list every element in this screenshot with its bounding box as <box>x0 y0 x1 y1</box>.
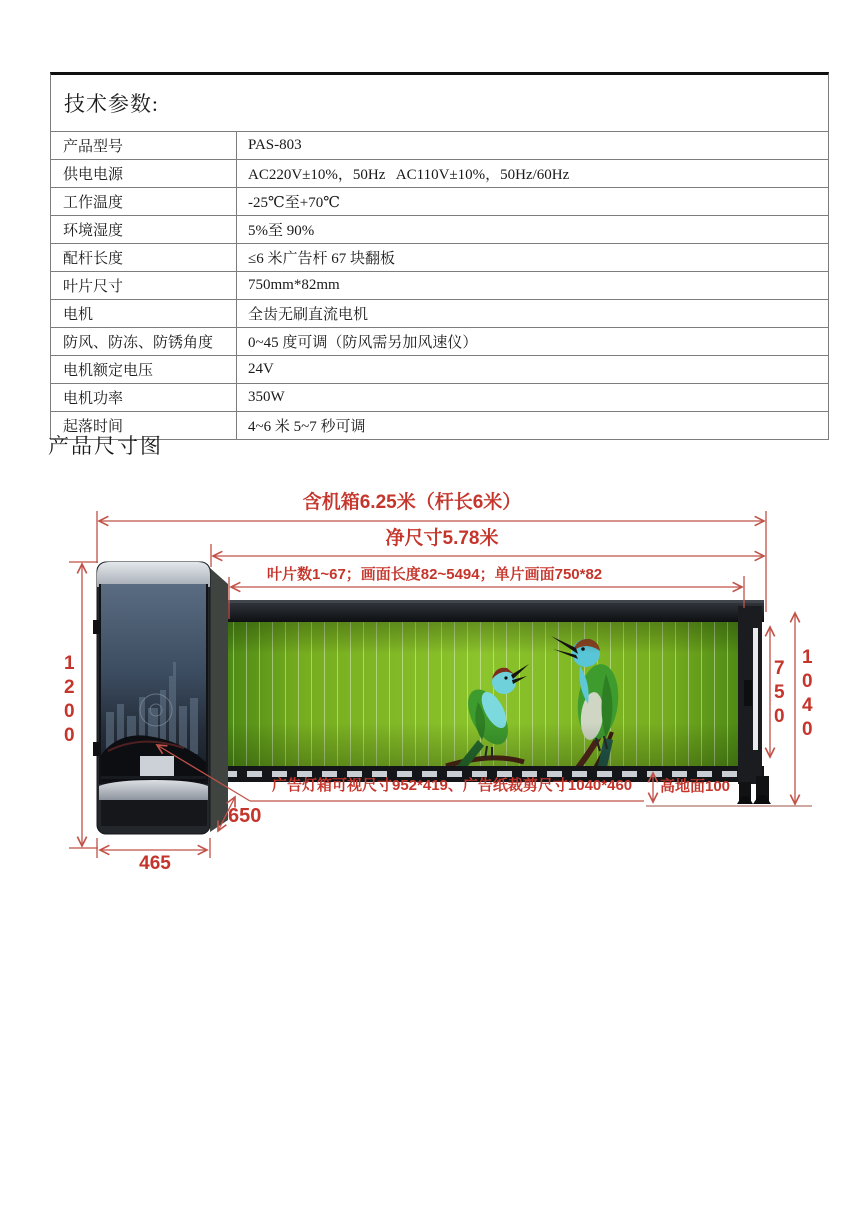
table-row <box>51 215 828 243</box>
spec-label: 工作温度 <box>51 188 237 215</box>
table-row <box>51 411 828 439</box>
spec-label: 电机功率 <box>51 384 237 411</box>
table-row <box>51 131 828 159</box>
machine-cabinet <box>93 562 228 834</box>
spec-label: 电机额定电压 <box>51 356 237 383</box>
spec-value: 5%至 90% <box>248 223 315 239</box>
dimension-diagram-heading: 产品尺寸图 <box>48 434 163 458</box>
spec-label: 供电电源 <box>51 160 237 187</box>
spec-label: 产品型号 <box>51 132 237 159</box>
spec-value: PAS-803 <box>248 137 302 153</box>
spec-label: 叶片尺寸 <box>51 272 237 299</box>
spec-value: 750mm*82mm <box>248 277 340 293</box>
spec-value: 350W <box>248 389 285 405</box>
spec-value: 24V <box>248 361 274 377</box>
spec-value: -25℃至+70℃ <box>248 195 341 211</box>
table-row <box>51 355 828 383</box>
spec-value: 0~45 度可调（防风需另加风速仪） <box>248 335 478 351</box>
spec-label: 配杆长度 <box>51 244 237 271</box>
table-row <box>51 187 828 215</box>
table-row <box>51 271 828 299</box>
spec-value: ≤6 米广告杆 67 块翻板 <box>248 251 395 267</box>
table-row <box>51 383 828 411</box>
dim-blade-height-label: 750 <box>768 658 790 730</box>
table-row <box>51 243 828 271</box>
spec-table-title: 技术参数: <box>64 92 159 116</box>
spec-label: 电机 <box>51 300 237 327</box>
spec-label: 起落时间 <box>51 412 237 439</box>
table-row <box>51 327 828 355</box>
dim-overall-width-label: 含机箱6.25米（杆长6米） <box>302 492 522 513</box>
dim-cabinet-depth-label: 650 <box>228 805 262 827</box>
spec-value: AC220V±10%，50Hz AC110V±10%，50Hz/60Hz <box>248 167 570 183</box>
spec-value: 4~6 米 5~7 秒可调 <box>248 419 366 435</box>
dim-net-width-label: 净尺寸5.78米 <box>385 528 499 549</box>
spec-table <box>50 72 829 440</box>
spec-label: 防风、防冻、防锈角度 <box>51 328 237 355</box>
lightbox-size-note: 广告灯箱可视尺寸952*419、广告纸裁剪尺寸1040*460 <box>272 777 633 794</box>
spec-label: 环境湿度 <box>51 216 237 243</box>
dim-cabinet-width-label: 465 <box>139 853 171 874</box>
ground-clearance-label: 高地面100 <box>660 778 731 795</box>
dim-arm-height-label: 1040 <box>796 647 818 743</box>
product-dimension-diagram <box>0 470 860 910</box>
table-row <box>51 299 828 327</box>
dim-blade-info-label: 叶片数1~67；画面长度82~5494；单片画面750*82 <box>267 566 603 583</box>
barrier-arm <box>212 600 771 804</box>
dim-cabinet-height-label: 1200 <box>58 653 80 749</box>
spec-value: 全齿无刷直流电机 <box>248 307 369 323</box>
table-row <box>51 159 828 187</box>
